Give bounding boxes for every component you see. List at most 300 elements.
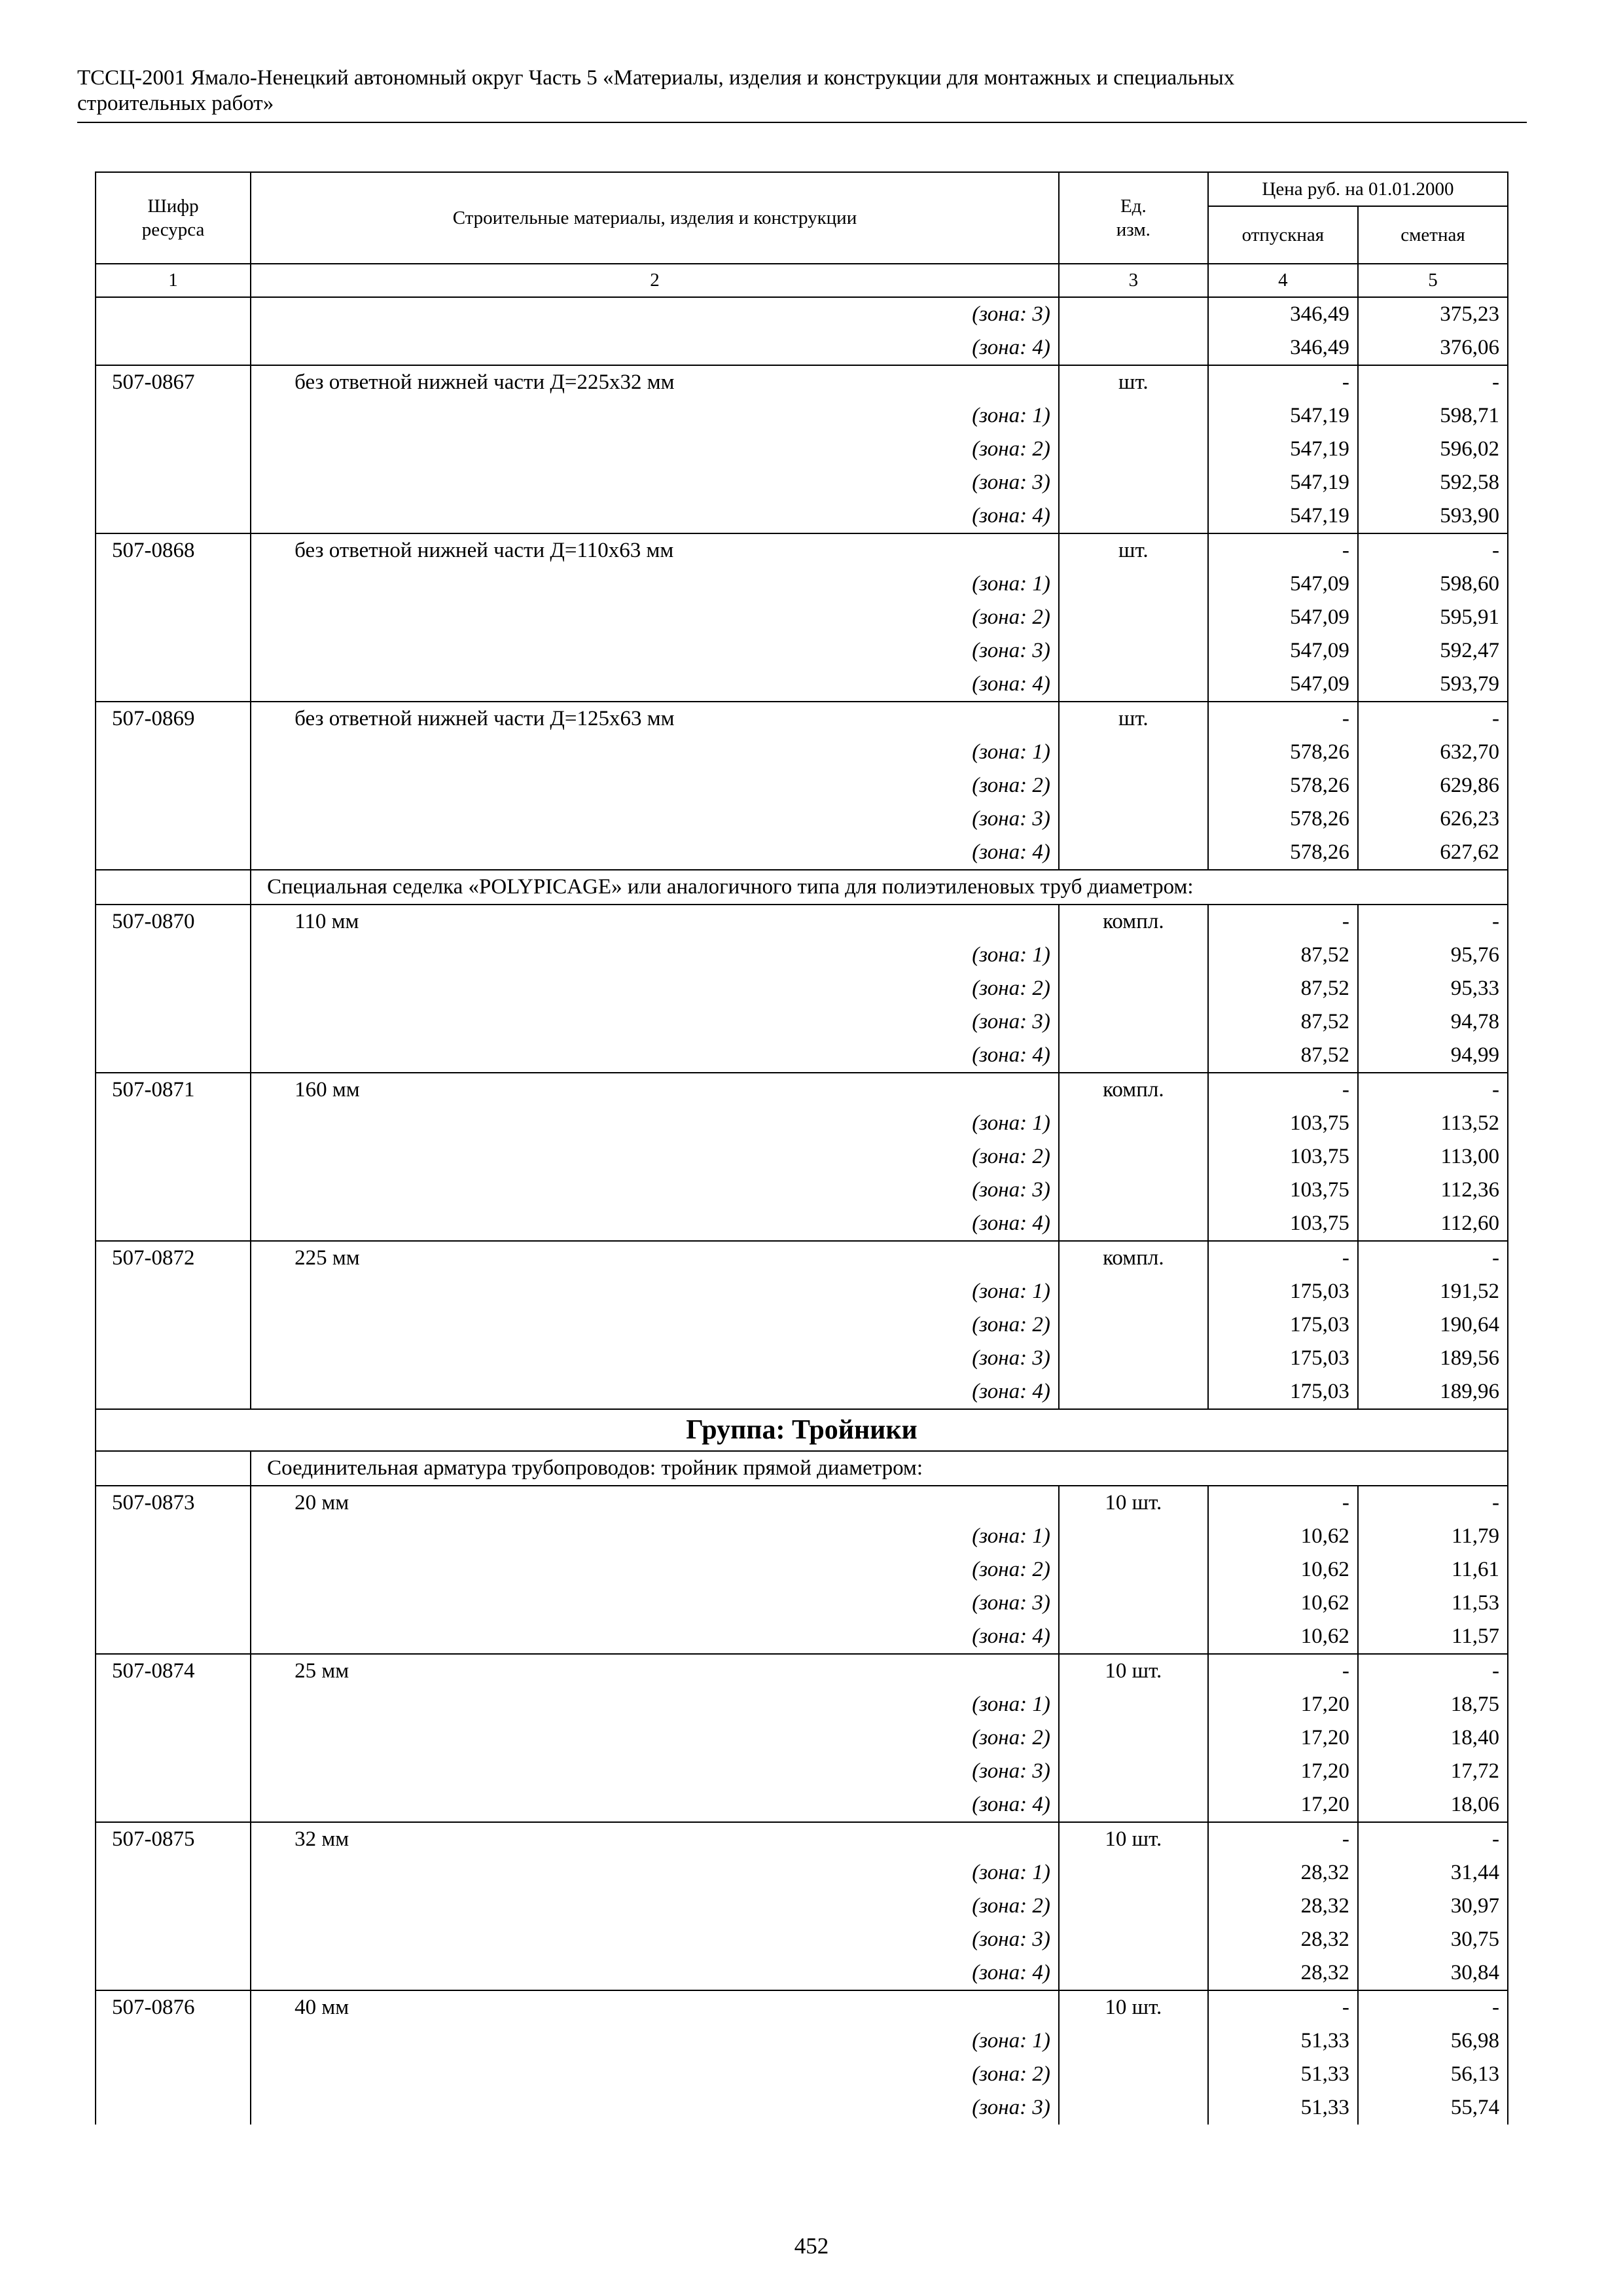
estimate-price: 95,76 xyxy=(1358,939,1508,972)
zone-label: (зона: 1) xyxy=(251,1688,1059,1721)
release-price: 103,75 xyxy=(1208,1140,1358,1174)
subheading-row xyxy=(96,870,1508,905)
unit: 10 шт. xyxy=(1059,1654,1208,1688)
zone-label: (зона: 3) xyxy=(251,802,1059,836)
zone-row xyxy=(96,939,1508,972)
zone-row xyxy=(96,634,1508,668)
zone-row xyxy=(96,1587,1508,1620)
empty-cell xyxy=(1059,1956,1208,1990)
price-table xyxy=(95,171,1508,2125)
estimate-price: 30,75 xyxy=(1358,1923,1508,1956)
zone-row xyxy=(96,1688,1508,1721)
zone-row xyxy=(96,1207,1508,1241)
column-number: 2 xyxy=(251,264,1059,297)
estimate-price: - xyxy=(1358,365,1508,399)
empty-cell xyxy=(96,2024,251,2058)
empty-cell xyxy=(1059,1342,1208,1375)
estimate-price: 94,78 xyxy=(1358,1005,1508,1039)
item-row xyxy=(96,1486,1508,1520)
release-price: 87,52 xyxy=(1208,1005,1358,1039)
estimate-price: 11,53 xyxy=(1358,1587,1508,1620)
item-row xyxy=(96,1073,1508,1107)
release-price: - xyxy=(1208,1241,1358,1275)
release-price: - xyxy=(1208,1822,1358,1856)
zone-row xyxy=(96,1620,1508,1654)
item-row xyxy=(96,365,1508,399)
empty-cell xyxy=(1059,2024,1208,2058)
empty-cell xyxy=(1059,1688,1208,1721)
estimate-price: 56,98 xyxy=(1358,2024,1508,2058)
group-title: Группа: Тройники xyxy=(96,1409,1508,1451)
release-price: 51,33 xyxy=(1208,2024,1358,2058)
empty-cell xyxy=(96,634,251,668)
resource-code: 507-0871 xyxy=(96,1073,251,1107)
empty-cell xyxy=(1059,939,1208,972)
empty-cell xyxy=(96,601,251,634)
estimate-price: - xyxy=(1358,533,1508,567)
item-name: без ответной нижней части Д=110х63 мм xyxy=(251,533,1059,567)
estimate-price: 94,99 xyxy=(1358,1039,1508,1073)
estimate-price: 375,23 xyxy=(1358,297,1508,331)
empty-cell xyxy=(1059,1587,1208,1620)
empty-cell xyxy=(96,1688,251,1721)
release-price: 346,49 xyxy=(1208,331,1358,365)
zone-label: (зона: 1) xyxy=(251,1856,1059,1890)
zone-row xyxy=(96,1174,1508,1207)
zone-label: (зона: 1) xyxy=(251,567,1059,601)
zone-label: (зона: 4) xyxy=(251,1620,1059,1654)
empty-cell xyxy=(1059,1553,1208,1587)
empty-cell xyxy=(96,1375,251,1409)
zone-row xyxy=(96,1788,1508,1822)
zone-row xyxy=(96,972,1508,1005)
zone-row xyxy=(96,836,1508,870)
header-rule xyxy=(77,122,1527,123)
zone-label: (зона: 1) xyxy=(251,736,1059,769)
estimate-price: 18,40 xyxy=(1358,1721,1508,1755)
empty-cell xyxy=(1059,433,1208,466)
empty-cell xyxy=(1059,399,1208,433)
zone-row xyxy=(96,601,1508,634)
zone-row xyxy=(96,1923,1508,1956)
group-title-row xyxy=(96,1409,1508,1451)
zone-row xyxy=(96,499,1508,533)
release-price: 578,26 xyxy=(1208,802,1358,836)
empty-cell xyxy=(1059,297,1208,331)
empty-cell xyxy=(1059,1375,1208,1409)
release-price: 28,32 xyxy=(1208,1890,1358,1923)
estimate-price: 189,56 xyxy=(1358,1342,1508,1375)
zone-row xyxy=(96,1140,1508,1174)
estimate-price: 31,44 xyxy=(1358,1856,1508,1890)
item-row xyxy=(96,1241,1508,1275)
zone-label: (зона: 1) xyxy=(251,1275,1059,1308)
unit: компл. xyxy=(1059,905,1208,939)
zone-row xyxy=(96,331,1508,365)
empty-cell xyxy=(1059,331,1208,365)
zone-label: (зона: 3) xyxy=(251,1005,1059,1039)
empty-cell xyxy=(96,466,251,499)
zone-label: (зона: 3) xyxy=(251,2091,1059,2125)
table-header-row xyxy=(96,172,1508,206)
zone-label: (зона: 3) xyxy=(251,1342,1059,1375)
release-price: 17,20 xyxy=(1208,1721,1358,1755)
item-name: 40 мм xyxy=(251,1990,1059,2024)
header-estimate-price: сметная xyxy=(1358,206,1508,264)
empty-cell xyxy=(96,736,251,769)
release-price: 87,52 xyxy=(1208,939,1358,972)
release-price: 547,19 xyxy=(1208,499,1358,533)
release-price: 547,19 xyxy=(1208,433,1358,466)
column-number: 1 xyxy=(96,264,251,297)
zone-label: (зона: 3) xyxy=(251,1755,1059,1788)
release-price: 51,33 xyxy=(1208,2058,1358,2091)
resource-code: 507-0874 xyxy=(96,1654,251,1688)
estimate-price: 18,75 xyxy=(1358,1688,1508,1721)
estimate-price: 598,60 xyxy=(1358,567,1508,601)
estimate-price: 629,86 xyxy=(1358,769,1508,802)
empty-cell xyxy=(96,1005,251,1039)
zone-row xyxy=(96,1956,1508,1990)
release-price: 547,09 xyxy=(1208,668,1358,702)
zone-label: (зона: 2) xyxy=(251,601,1059,634)
release-price: 175,03 xyxy=(1208,1375,1358,1409)
item-row xyxy=(96,1654,1508,1688)
empty-cell xyxy=(96,1620,251,1654)
estimate-price: 11,61 xyxy=(1358,1553,1508,1587)
release-price: 87,52 xyxy=(1208,972,1358,1005)
estimate-price: 18,06 xyxy=(1358,1788,1508,1822)
empty-cell xyxy=(1059,1005,1208,1039)
empty-cell xyxy=(96,870,251,905)
release-price: 10,62 xyxy=(1208,1587,1358,1620)
subheading: Соединительная арматура трубопроводов: тройник прямой диаметром: xyxy=(251,1451,1508,1486)
item-name: 20 мм xyxy=(251,1486,1059,1520)
empty-cell xyxy=(96,567,251,601)
zone-label: (зона: 4) xyxy=(251,1207,1059,1241)
empty-cell xyxy=(96,1956,251,1990)
release-price: 578,26 xyxy=(1208,736,1358,769)
column-number-row xyxy=(96,264,1508,297)
estimate-price: 191,52 xyxy=(1358,1275,1508,1308)
estimate-price: 626,23 xyxy=(1358,802,1508,836)
estimate-price: 113,00 xyxy=(1358,1140,1508,1174)
empty-cell xyxy=(96,1520,251,1553)
empty-cell xyxy=(1059,1174,1208,1207)
zone-row xyxy=(96,1520,1508,1553)
empty-cell xyxy=(96,1174,251,1207)
zone-row xyxy=(96,433,1508,466)
empty-cell xyxy=(96,1107,251,1140)
item-name: 110 мм xyxy=(251,905,1059,939)
item-row xyxy=(96,905,1508,939)
estimate-price: 56,13 xyxy=(1358,2058,1508,2091)
estimate-price: 592,58 xyxy=(1358,466,1508,499)
estimate-price: - xyxy=(1358,1241,1508,1275)
estimate-price: 55,74 xyxy=(1358,2091,1508,2125)
resource-code: 507-0867 xyxy=(96,365,251,399)
empty-cell xyxy=(96,1342,251,1375)
empty-cell xyxy=(1059,1520,1208,1553)
estimate-price: 30,97 xyxy=(1358,1890,1508,1923)
release-price: 547,19 xyxy=(1208,466,1358,499)
zone-row xyxy=(96,1755,1508,1788)
header-name: Строительные материалы, изделия и конструкции xyxy=(251,172,1059,264)
estimate-price: 593,79 xyxy=(1358,668,1508,702)
zone-row xyxy=(96,399,1508,433)
zone-row xyxy=(96,1375,1508,1409)
estimate-price: 113,52 xyxy=(1358,1107,1508,1140)
empty-cell xyxy=(96,1856,251,1890)
estimate-price: 632,70 xyxy=(1358,736,1508,769)
header-unit: Ед. изм. xyxy=(1059,172,1208,264)
estimate-price: 11,57 xyxy=(1358,1620,1508,1654)
unit: шт. xyxy=(1059,702,1208,736)
empty-cell xyxy=(1059,466,1208,499)
column-number: 5 xyxy=(1358,264,1508,297)
estimate-price: 598,71 xyxy=(1358,399,1508,433)
empty-cell xyxy=(1059,601,1208,634)
empty-cell xyxy=(96,331,251,365)
empty-cell xyxy=(1059,1890,1208,1923)
empty-cell xyxy=(96,1587,251,1620)
zone-label: (зона: 1) xyxy=(251,2024,1059,2058)
empty-cell xyxy=(1059,769,1208,802)
zone-row xyxy=(96,1107,1508,1140)
empty-cell xyxy=(1059,1140,1208,1174)
empty-cell xyxy=(1059,2091,1208,2125)
empty-cell xyxy=(1059,668,1208,702)
empty-cell xyxy=(96,802,251,836)
estimate-price: 593,90 xyxy=(1358,499,1508,533)
release-price: 17,20 xyxy=(1208,1688,1358,1721)
zone-row xyxy=(96,769,1508,802)
unit: шт. xyxy=(1059,365,1208,399)
empty-cell xyxy=(96,1890,251,1923)
resource-code: 507-0872 xyxy=(96,1241,251,1275)
column-number: 4 xyxy=(1208,264,1358,297)
empty-cell xyxy=(96,2058,251,2091)
zone-label: (зона: 4) xyxy=(251,499,1059,533)
zone-label: (зона: 4) xyxy=(251,668,1059,702)
zone-label: (зона: 4) xyxy=(251,1375,1059,1409)
release-price: - xyxy=(1208,1073,1358,1107)
empty-cell xyxy=(96,1788,251,1822)
item-row xyxy=(96,1990,1508,2024)
empty-cell xyxy=(96,1451,251,1486)
empty-cell xyxy=(96,1207,251,1241)
estimate-price: 190,64 xyxy=(1358,1308,1508,1342)
zone-label: (зона: 3) xyxy=(251,1174,1059,1207)
zone-row xyxy=(96,802,1508,836)
estimate-price: 95,33 xyxy=(1358,972,1508,1005)
release-price: 28,32 xyxy=(1208,1923,1358,1956)
empty-cell xyxy=(1059,2058,1208,2091)
release-price: 17,20 xyxy=(1208,1755,1358,1788)
zone-row xyxy=(96,668,1508,702)
item-name: 32 мм xyxy=(251,1822,1059,1856)
header-line-1: ТССЦ-2001 Ямало-Ненецкий автономный округ Часть 5 «Материалы, изделия и конструкции для монтажных и специальных xyxy=(77,66,1235,90)
estimate-price: - xyxy=(1358,1822,1508,1856)
resource-code: 507-0873 xyxy=(96,1486,251,1520)
empty-cell xyxy=(1059,836,1208,870)
unit: 10 шт. xyxy=(1059,1822,1208,1856)
zone-label: (зона: 4) xyxy=(251,836,1059,870)
empty-cell xyxy=(96,836,251,870)
release-price: 10,62 xyxy=(1208,1553,1358,1587)
empty-cell xyxy=(96,1553,251,1587)
item-name: без ответной нижней части Д=125х63 мм xyxy=(251,702,1059,736)
zone-label: (зона: 2) xyxy=(251,1140,1059,1174)
zone-row xyxy=(96,1308,1508,1342)
zone-label: (зона: 4) xyxy=(251,1956,1059,1990)
zone-label: (зона: 2) xyxy=(251,972,1059,1005)
subheading-row xyxy=(96,1451,1508,1486)
empty-cell xyxy=(1059,1755,1208,1788)
unit: 10 шт. xyxy=(1059,1990,1208,2024)
empty-cell xyxy=(1059,1788,1208,1822)
item-row xyxy=(96,1822,1508,1856)
estimate-price: 595,91 xyxy=(1358,601,1508,634)
zone-label: (зона: 1) xyxy=(251,939,1059,972)
release-price: 28,32 xyxy=(1208,1956,1358,1990)
unit: компл. xyxy=(1059,1073,1208,1107)
release-price: - xyxy=(1208,533,1358,567)
zone-row xyxy=(96,1890,1508,1923)
empty-cell xyxy=(1059,1721,1208,1755)
release-price: 103,75 xyxy=(1208,1107,1358,1140)
empty-cell xyxy=(96,399,251,433)
zone-row xyxy=(96,1856,1508,1890)
empty-cell xyxy=(1059,634,1208,668)
zone-label: (зона: 2) xyxy=(251,2058,1059,2091)
release-price: 175,03 xyxy=(1208,1342,1358,1375)
zone-label: (зона: 2) xyxy=(251,433,1059,466)
estimate-price: 627,62 xyxy=(1358,836,1508,870)
empty-cell xyxy=(96,1923,251,1956)
empty-cell xyxy=(96,972,251,1005)
estimate-price: 112,60 xyxy=(1358,1207,1508,1241)
release-price: 346,49 xyxy=(1208,297,1358,331)
item-row xyxy=(96,533,1508,567)
empty-cell xyxy=(96,1308,251,1342)
resource-code: 507-0869 xyxy=(96,702,251,736)
zone-row xyxy=(96,1721,1508,1755)
release-price: 175,03 xyxy=(1208,1275,1358,1308)
zone-label: (зона: 2) xyxy=(251,1308,1059,1342)
release-price: 10,62 xyxy=(1208,1520,1358,1553)
resource-code: 507-0870 xyxy=(96,905,251,939)
release-price: 547,09 xyxy=(1208,567,1358,601)
empty-cell xyxy=(96,1755,251,1788)
zone-row xyxy=(96,2024,1508,2058)
estimate-price: 112,36 xyxy=(1358,1174,1508,1207)
release-price: 51,33 xyxy=(1208,2091,1358,2125)
estimate-price: 30,84 xyxy=(1358,1956,1508,1990)
estimate-price: - xyxy=(1358,1654,1508,1688)
header-release-price: отпускная xyxy=(1208,206,1358,264)
release-price: 103,75 xyxy=(1208,1207,1358,1241)
unit: 10 шт. xyxy=(1059,1486,1208,1520)
resource-code: 507-0876 xyxy=(96,1990,251,2024)
zone-label: (зона: 2) xyxy=(251,1890,1059,1923)
resource-code: 507-0868 xyxy=(96,533,251,567)
release-price: - xyxy=(1208,1486,1358,1520)
zone-label: (зона: 3) xyxy=(251,1923,1059,1956)
zone-label: (зона: 1) xyxy=(251,399,1059,433)
header-line-2: строительных работ» xyxy=(77,92,274,115)
release-price: 578,26 xyxy=(1208,836,1358,870)
release-price: 17,20 xyxy=(1208,1788,1358,1822)
zone-label: (зона: 4) xyxy=(251,1788,1059,1822)
empty-cell xyxy=(96,1039,251,1073)
empty-cell xyxy=(96,297,251,331)
zone-row xyxy=(96,1275,1508,1308)
estimate-price: 189,96 xyxy=(1358,1375,1508,1409)
zone-label: (зона: 4) xyxy=(251,331,1059,365)
zone-row xyxy=(96,1342,1508,1375)
release-price: 175,03 xyxy=(1208,1308,1358,1342)
zone-label: (зона: 4) xyxy=(251,1039,1059,1073)
empty-cell xyxy=(96,769,251,802)
empty-cell xyxy=(1059,802,1208,836)
release-price: 10,62 xyxy=(1208,1620,1358,1654)
zone-label: (зона: 2) xyxy=(251,1553,1059,1587)
empty-cell xyxy=(1059,1620,1208,1654)
release-price: 578,26 xyxy=(1208,769,1358,802)
empty-cell xyxy=(1059,1039,1208,1073)
release-price: - xyxy=(1208,1654,1358,1688)
estimate-price: - xyxy=(1358,702,1508,736)
empty-cell xyxy=(96,1275,251,1308)
estimate-price: - xyxy=(1358,905,1508,939)
item-row xyxy=(96,702,1508,736)
empty-cell xyxy=(96,1721,251,1755)
zone-label: (зона: 3) xyxy=(251,466,1059,499)
zone-label: (зона: 3) xyxy=(251,634,1059,668)
empty-cell xyxy=(96,433,251,466)
zone-label: (зона: 1) xyxy=(251,1107,1059,1140)
estimate-price: - xyxy=(1358,1486,1508,1520)
empty-cell xyxy=(1059,1107,1208,1140)
page-header xyxy=(77,65,1527,117)
empty-cell xyxy=(1059,1923,1208,1956)
subheading: Специальная седелка «POLYPICAGE» или аналогичного типа для полиэтиленовых труб диаметром: xyxy=(251,870,1508,905)
empty-cell xyxy=(96,1140,251,1174)
empty-cell xyxy=(1059,1308,1208,1342)
header-price-group: Цена руб. на 01.01.2000 xyxy=(1208,172,1508,206)
zone-label: (зона: 1) xyxy=(251,1520,1059,1553)
zone-row xyxy=(96,567,1508,601)
page-number: 452 xyxy=(794,2233,829,2259)
item-name: 225 мм xyxy=(251,1241,1059,1275)
estimate-price: 11,79 xyxy=(1358,1520,1508,1553)
zone-row xyxy=(96,1005,1508,1039)
release-price: - xyxy=(1208,1990,1358,2024)
column-number: 3 xyxy=(1059,264,1208,297)
zone-row xyxy=(96,466,1508,499)
empty-cell xyxy=(96,2091,251,2125)
zone-row xyxy=(96,1039,1508,1073)
release-price: - xyxy=(1208,905,1358,939)
empty-cell xyxy=(96,499,251,533)
zone-label: (зона: 2) xyxy=(251,1721,1059,1755)
release-price: 28,32 xyxy=(1208,1856,1358,1890)
zone-label: (зона: 2) xyxy=(251,769,1059,802)
release-price: 547,09 xyxy=(1208,601,1358,634)
unit: компл. xyxy=(1059,1241,1208,1275)
estimate-price: 17,72 xyxy=(1358,1755,1508,1788)
